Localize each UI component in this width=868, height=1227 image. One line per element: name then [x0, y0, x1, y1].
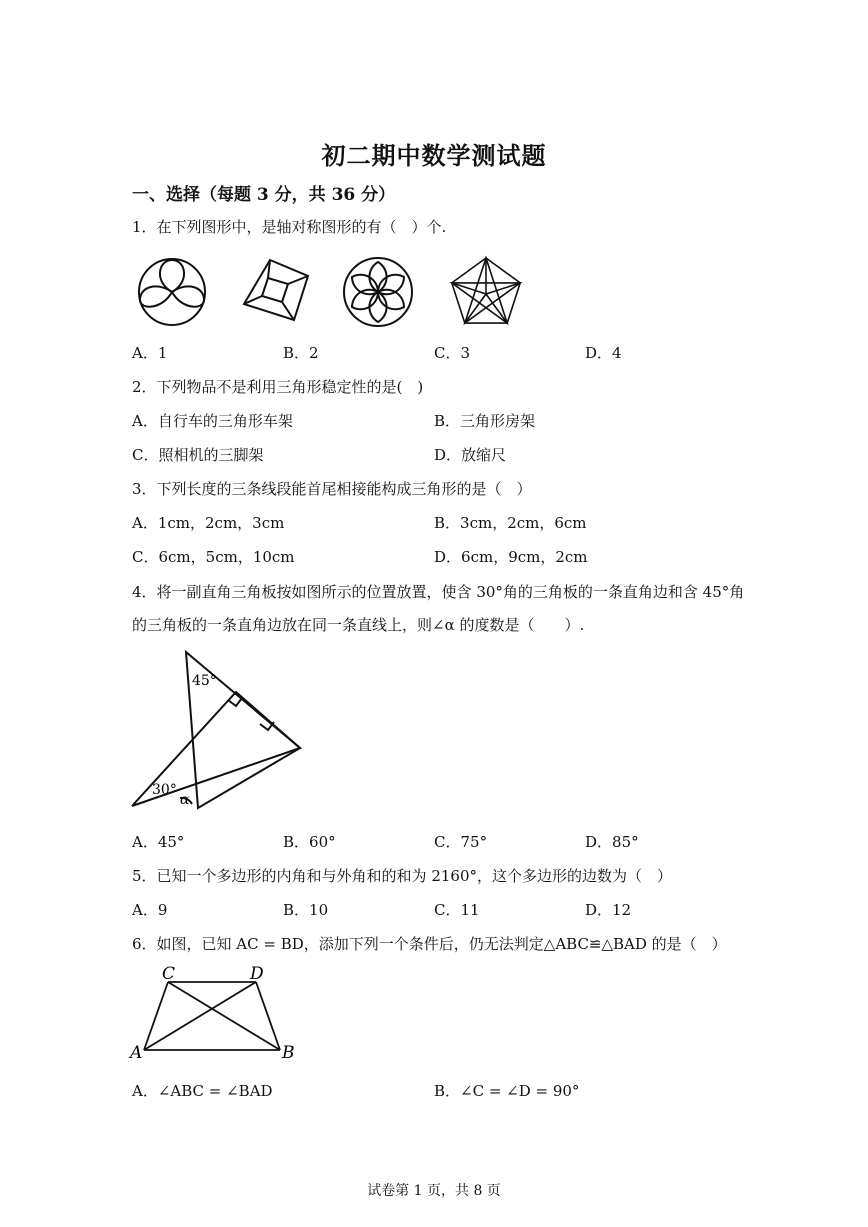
question-4-stem-line2: 的三角板的一条直角边放在同一条直线上，则∠α 的度数是（ ）.: [132, 616, 585, 634]
point-b-label: B: [282, 1043, 295, 1063]
flower-petal: [378, 290, 404, 310]
q6-option-a[interactable]: A．∠ABC = ∠BAD: [132, 1082, 273, 1100]
q3-option-a[interactable]: A．1cm，2cm，3cm: [132, 514, 285, 532]
flower-circle-figure: [344, 258, 412, 326]
flower-petal: [352, 275, 378, 295]
q6-option-b[interactable]: B．∠C = ∠D = 90°: [434, 1082, 580, 1100]
q3-option-b[interactable]: B．3cm，2cm，6cm: [434, 514, 587, 532]
question-2-stem: 2．下列物品不是利用三角形稳定性的是( ): [132, 378, 424, 396]
angle-45-label: 45°: [192, 673, 217, 689]
flower-petal: [378, 275, 404, 295]
q1-option-d[interactable]: D．4: [585, 344, 622, 362]
question-1-stem: 1．在下列图形中，是轴对称图形的有（ ）个.: [132, 218, 447, 236]
angle-alpha-label: α: [180, 792, 190, 808]
page-footer: 试卷第 1 页，共 8 页: [367, 1183, 501, 1199]
page-title: 初二期中数学测试题: [321, 141, 547, 170]
q2-option-c[interactable]: C．照相机的三脚架: [132, 446, 264, 464]
pinwheel-square-figure: [244, 260, 308, 320]
pentagram-spoke: [486, 283, 520, 294]
question-5-stem: 5．已知一个多边形的内角和与外角和的和为 2160°，这个多边形的边数为（ ）: [132, 867, 672, 885]
trefoil-circle-figure: [139, 259, 205, 325]
question-1-figures: [128, 248, 538, 332]
pentagram-figure: [452, 258, 520, 323]
q5-option-c[interactable]: C．11: [434, 901, 480, 919]
q1-option-c[interactable]: C．3: [434, 344, 471, 362]
q5-option-b[interactable]: B．10: [283, 901, 329, 919]
point-c-label: C: [162, 964, 176, 984]
q4-option-c[interactable]: C．75°: [434, 833, 488, 851]
q4-option-d[interactable]: D．85°: [585, 833, 639, 851]
q4-option-a[interactable]: A．45°: [132, 833, 185, 851]
q2-option-b[interactable]: B．三角形房架: [434, 412, 536, 430]
q1-option-a[interactable]: A．1: [132, 344, 168, 362]
q5-option-a[interactable]: A．9: [132, 901, 168, 919]
flower-petal: [352, 290, 378, 310]
q1-option-b[interactable]: B．2: [283, 344, 319, 362]
q2-option-a[interactable]: A．自行车的三角形车架: [132, 412, 293, 430]
point-a-label: A: [130, 1043, 143, 1063]
q3-option-c[interactable]: C．6cm，5cm，10cm: [132, 548, 295, 566]
pentagram-spoke: [452, 283, 486, 294]
q5-option-d[interactable]: D．12: [585, 901, 632, 919]
section-heading: 一、选择（每题 3 分，共 36 分）: [132, 185, 396, 205]
angle-30-label: 30°: [152, 782, 177, 798]
point-d-label: D: [250, 964, 264, 984]
question-6-quadrilateral-figure: [128, 962, 308, 1064]
q4-option-b[interactable]: B．60°: [283, 833, 336, 851]
question-4-stem-line1: 4．将一副直角三角板按如图所示的位置放置，使含 30°角的三角板的一条直角边和含 45°角: [132, 583, 745, 601]
pentagram-spoke: [486, 294, 507, 323]
q3-option-d[interactable]: D．6cm，9cm，2cm: [434, 548, 588, 566]
q2-option-d[interactable]: D．放缩尺: [434, 446, 507, 464]
question-4-triangles-figure: [128, 648, 308, 814]
pentagram-spoke: [465, 294, 486, 323]
question-6-stem: 6．如图，已知 AC = BD，添加下列一个条件后，仍无法判定△ABC≌△BAD 的是（ ）: [132, 935, 727, 953]
question-3-stem: 3．下列长度的三条线段能首尾相接能构成三角形的是（ ）: [132, 480, 532, 498]
